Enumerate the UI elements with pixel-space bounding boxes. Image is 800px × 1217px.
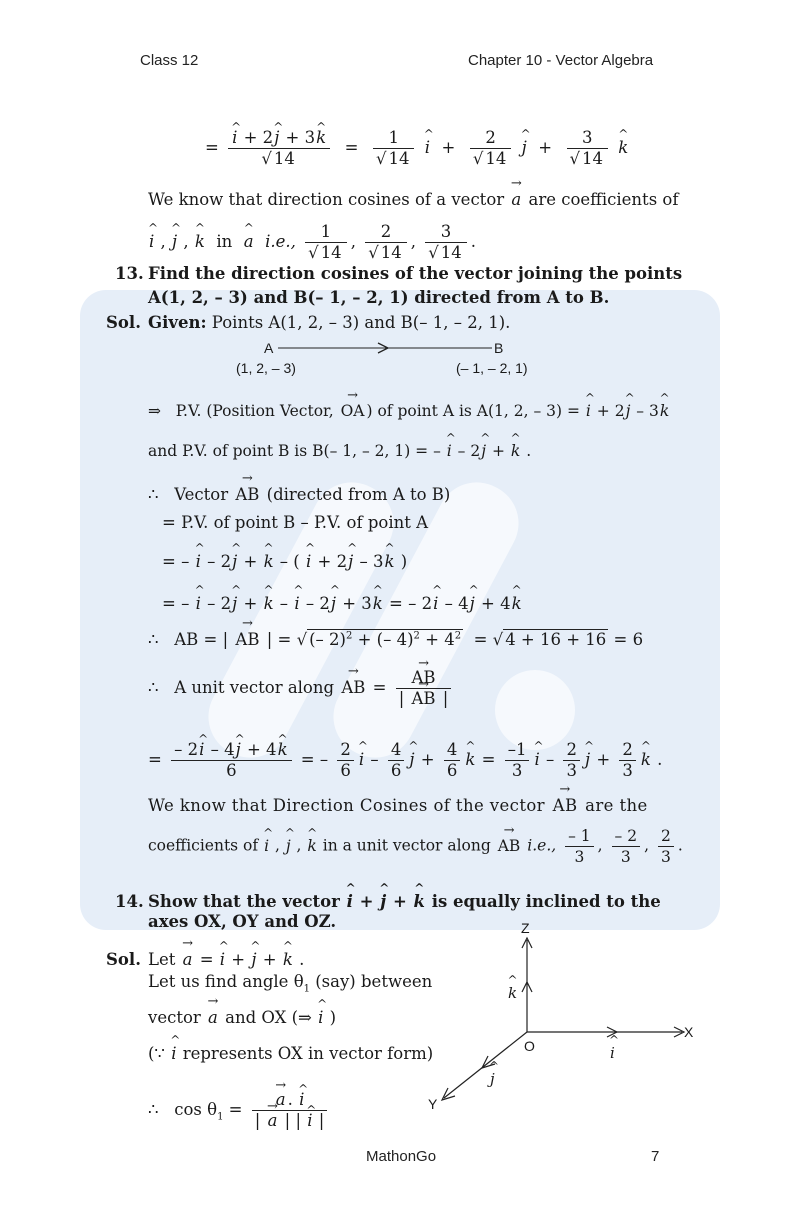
sol14-line5: ∴ $\cos \theta_1$ = → $\frac{a . \^{} i}{| \to a | | \^{} i |}$ bbox=[148, 1090, 331, 1131]
sol13-line4: = P.V. of point B – P.V. of point A bbox=[162, 513, 429, 532]
intro-equation: = ^ $\frac{i + 2\^{} j + 3\^{} k}{√ 14}$ = $\frac{1}{√ 14}$ ^ i + $\frac{2}{√ 14}$ ^ j + $\frac{3}{√ 14}$ ^ k bbox=[205, 128, 629, 169]
q14-line2: axes OX, OY and OZ. bbox=[148, 912, 337, 931]
page-number: 7 bbox=[651, 1148, 660, 1165]
intro-eq-sign: = bbox=[205, 138, 219, 157]
footer-brand: MathonGo bbox=[366, 1148, 437, 1165]
axis-z-label: Z bbox=[521, 920, 530, 936]
point-a-coord: (1, 2, – 3) bbox=[236, 360, 296, 376]
q13-line1: Find the direction cosines of the vector joining the points bbox=[148, 264, 683, 283]
sol14-line4: (∵ ^ i represents OX in vector form) bbox=[148, 1044, 433, 1063]
intro-text-2: ^ i , ^ j , ^ k in ^ a i.e., $\frac{1}{√ 14}$ , $\frac{2}{√ 14}$ , $\frac{3}{√ 14}$ . bbox=[148, 222, 476, 263]
axis-x-label: X bbox=[684, 1024, 694, 1040]
sol13-label: Sol. bbox=[106, 313, 141, 332]
header-class: Class 12 bbox=[140, 52, 199, 69]
given-label: Given: bbox=[148, 313, 207, 332]
sol13-line6: = – ^ i – 2^ j + ^ k – ^ i – 2^ j + 3^ k = – 2^ i – 4^ j + 4^ k bbox=[162, 594, 523, 613]
header-chapter: Chapter 10 - Vector Algebra bbox=[468, 52, 654, 69]
j-unit-label: ^ j bbox=[489, 1070, 496, 1088]
sol13-line9: = $\frac{- 2\^{} i - 4\^{} j + 4\^{} k}{6}$ = – $\frac{2}{6}$ ^ i – $\frac{4}{6}$ ^ j + $\frac{4}{6}$ ^ k = $\frac{-1}{3}$ ^ i – $\frac{2}{3}$ ^ j + $\frac{2}{3}$ ^ k . bbox=[148, 740, 662, 781]
origin-label: O bbox=[524, 1038, 535, 1054]
sol13-given bbox=[148, 313, 510, 332]
point-b-coord: (– 1, – 2, 1) bbox=[456, 360, 528, 376]
q13-number: 13. bbox=[115, 264, 144, 283]
sol14-label: Sol. bbox=[106, 950, 141, 969]
axes-diagram bbox=[420, 920, 700, 1120]
sol14-line3: vector → a and OX (⇒ ^ i ) bbox=[148, 1008, 336, 1027]
sol13-line7: ∴ AB = | → AB | = √ (– 2)$^2$ + (– $4)^2 + 4^2$ = √ 4 + 16 + 16 = 6 bbox=[148, 630, 643, 649]
sol13-line1: ⇒ P.V. (Position Vector, → OA ) of point A is A(1, 2, – 3) = ^ i + 2^ j – 3^ k bbox=[148, 402, 670, 420]
sol13-line5: = – ^ i – 2^ j + ^ k – ( ^ i + 2^ j – 3^ k ) bbox=[162, 552, 407, 571]
q14-number: 14. bbox=[115, 892, 144, 911]
sol13-line8: ∴ A unit vector along → AB = → $\frac{AB}{| \to AB |}$ bbox=[148, 668, 455, 709]
sol14-line2: Let us find angle $\theta_1$ (say) between bbox=[148, 972, 433, 995]
sol14-line1: Let → a = ^ i + ^ j + ^ k . bbox=[148, 950, 304, 969]
point-b-label: B bbox=[494, 340, 504, 356]
sol13-line11: coefficients of ^ i , ^ j , ^ k in a unit vector along → AB i.e., $\frac{- 1}{3}$ , $\frac{- 2}{3}$ , $\frac{2}{3}$ . bbox=[148, 826, 683, 867]
intro-text-1: We know that direction cosines of a vector → a are coefficients of bbox=[148, 190, 678, 209]
sol13-line10: We know that Direction Cosines of the vector → AB are the bbox=[148, 796, 648, 815]
sol13-line3: ∴ Vector → AB (directed from A to B) bbox=[148, 485, 450, 504]
axis-y-label: Y bbox=[428, 1096, 438, 1112]
sol13-line2: and P.V. of point B is B(– 1, – 2, 1) = – ^ i – 2^ j + ^ k . bbox=[148, 442, 531, 460]
given-text: Points A(1, 2, – 3) and B(– 1, – 2, 1). bbox=[211, 313, 511, 332]
i-unit-label: ^ i bbox=[609, 1044, 616, 1062]
k-unit-label: ^ k bbox=[507, 984, 518, 1002]
q14-line1: Show that the vector ^ i + ^ j + ^ k is equally inclined to the bbox=[148, 892, 661, 911]
q13-line2: A(1, 2, – 3) and B(– 1, – 2, 1) directed from A to B. bbox=[148, 288, 610, 307]
watermark-dot bbox=[495, 670, 575, 750]
point-a-label: A bbox=[264, 340, 274, 356]
